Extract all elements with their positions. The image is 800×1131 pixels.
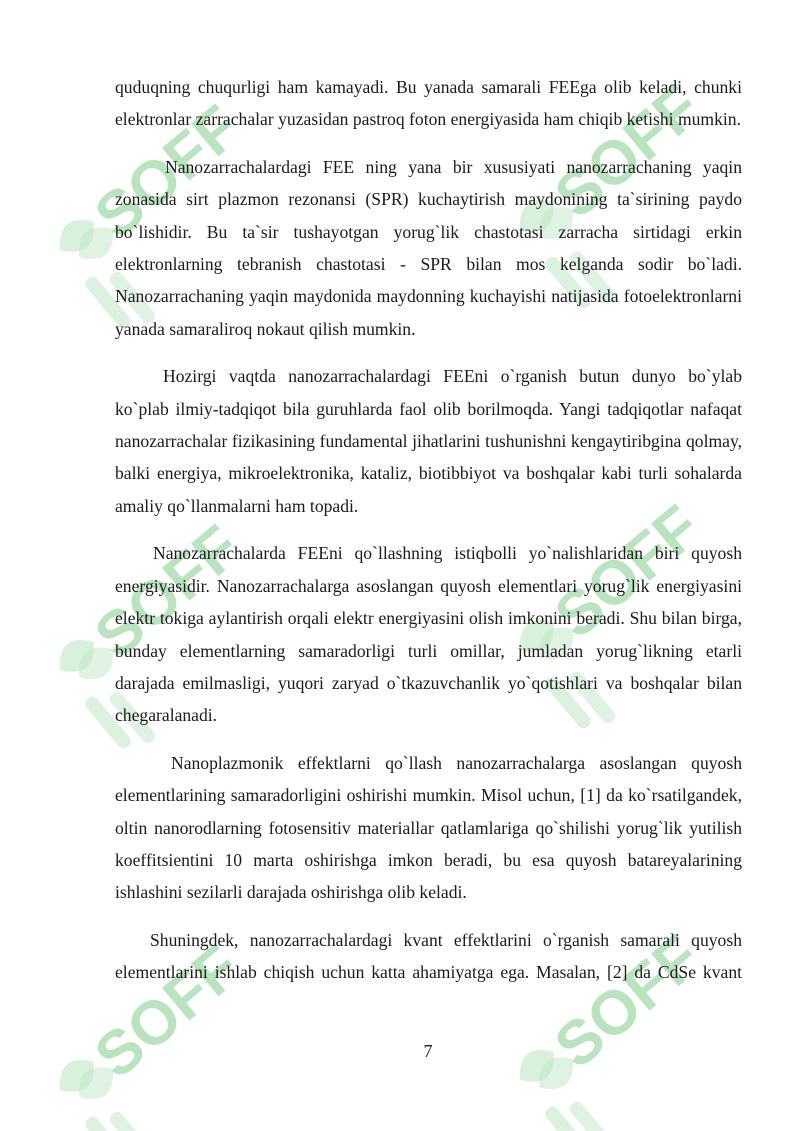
svg-text:SOFF: SOFF	[82, 512, 254, 672]
paragraph-3: Hozirgi vaqtda nanozarrachalardagi FEEni o`rganish butun dunyo bo`ylab ko`plab ilmiy-tadqiqot bila guruhlarda faol olib borilmoqda. Yangi tadqiqotlar nafaqat nanozarrachalar fizikasining fundamental jihatlarini tushunishni kengaytiribgina qolmay, balki energiya, mikroelektronika, kataliz, biotibbiyot va boshqalar kabi turli sohalarda amaliy qo`llanmalarni ham topadi.	[115, 366, 742, 516]
paragraph-6: Shuningdek, nanozarrachalardagi kvant effektlarini o`rganish samarali quyosh elementlarini ishlab chiqish uchun katta ahamiyatga ega. Masalan, [2] da CdSe kvant	[115, 929, 742, 983]
svg-text:SOFF: SOFF	[542, 72, 714, 232]
svg-text:SOFF: SOFF	[542, 922, 714, 1082]
document-body	[115, 71, 742, 989]
svg-text:SOFF: SOFF	[82, 92, 254, 252]
svg-text:SOFF: SOFF	[82, 932, 254, 1092]
paragraph-4: Nanozarrachalarda FEEni qo`llashning istiqbolli yo`nalishlaridan biri quyosh energiyasidir. Nanozarrachalarga asoslangan quyosh elementlari yorug`lik energiyasini elektr tokiga aylantirish orqali elektr energiyasini olish imkonini beradi. Shu bilan birga, bunday elementlarning samaradorligi turli omillar, jumladan yorug`likning etarli darajada emilmasligi, yuqori zaryad o`tkazuvchanlik yo`qotishlari va boshqalar bilan chegaralanadi.	[115, 543, 742, 726]
paragraph-5: Nanoplazmonik effektlarni qo`llash nanozarrachalarga asoslangan quyosh elementlarining samaradorligini oshirishi mumkin. Misol uchun, [1] da ko`rsatilgandek, oltin nanorodlarning fotosensitiv materiallar qatlamlariga qo`shilishi yorug`lik yutilish koeffitsientini 10 marta oshirishga imkon beradi, bu esa quyosh batareyalarining ishlashini sezilarli darajada oshirishga olib keladi.	[115, 752, 742, 903]
svg-text:SOFF: SOFF	[542, 492, 714, 652]
paragraph-1: quduqning chuqurligi ham kamayadi. Bu yanada samarali FEEga olib keladi, chunki elektronlar zarrachalar yuzasidan pastroq foton energiyasida ham chiqib ketishi mumkin.	[115, 77, 742, 130]
paragraph-2: Nanozarrachalardagi FEE ning yana bir xususiyati nanozarrachaning yaqin zonasida sirt plazmon rezonansi (SPR) kuchaytirish maydonining ta`sirining paydo bo`lishidir. Bu ta`sir tushayotgan yorug`lik chastotasi zarracha sirtidagi erkin elektronlarning tebranish chastotasi - SPR bilan mos kelganda sodir bo`ladi. Nanozarrachaning yaqin maydonida maydonning kuchayishi natijasida fotoelektronlarni yanada samaraliroq nokaut qilish mumkin.	[115, 156, 742, 339]
page-number: 7	[423, 1041, 433, 1061]
